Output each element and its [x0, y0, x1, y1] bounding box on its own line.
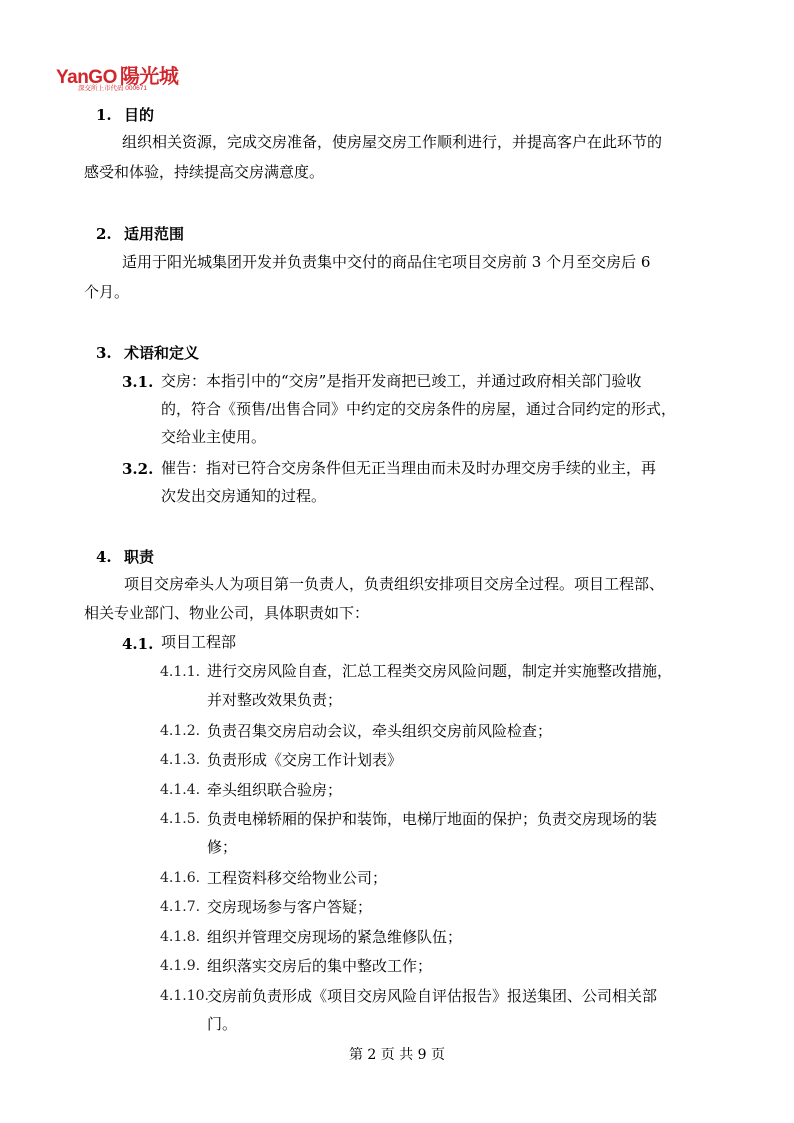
section-1-line-1: 组织相关资源，完成交房准备，使房屋交房工作顺利进行，并提高客户在此环节的: [122, 133, 663, 151]
item-4-1-10-line-2: 门。: [207, 1015, 238, 1033]
item-4-1-2-line-1: 负责召集交房启动会议，牵头组织交房前风险检查；: [207, 722, 553, 740]
item-number-4-1-5: 4.1.5.: [160, 811, 201, 827]
item-4-1-5-line-2: 修；: [207, 838, 238, 856]
item-3-2-line-2: 次发出交房通知的过程。: [161, 487, 327, 505]
item-3-1-line-1: 交房：本指引中的“交房”是指开发商把已竣工，并通过政府相关部门验收: [161, 372, 642, 390]
item-3-2-line-1: 催告：指对已符合交房条件但无正当理由而未及时办理交房手续的业主，再: [161, 459, 657, 477]
section-2-line-2: 个月。: [84, 283, 130, 301]
item-3-1-line-3: 交给业主使用。: [161, 428, 267, 446]
item-number-4-1-1: 4.1.1.: [160, 664, 201, 680]
item-4-1-8-line-1: 组织并管理交房现场的紧急维修队伍；: [207, 928, 463, 946]
item-4-1-6-line-1: 工程资料移交给物业公司；: [207, 869, 388, 887]
item-number-4-1-7: 4.1.7.: [160, 899, 201, 915]
item-4-1-3-line-1: 负责形成《交房工作计划表》: [207, 751, 403, 769]
item-4-1-4-line-1: 牵头组织联合验房；: [207, 781, 343, 799]
company-logo: [56, 60, 196, 100]
subsection-title-4-1: 项目工程部: [161, 633, 237, 651]
item-number-4-1-9: 4.1.9.: [160, 958, 201, 974]
section-heading-4: 4. 职责: [96, 548, 155, 566]
logo-brand: YanGO 陽光城: [56, 64, 179, 88]
logo-subtitle: 深交所上市代码 000671: [78, 85, 147, 92]
item-number-4-1-2: 4.1.2.: [160, 723, 201, 739]
section-heading-2: 2. 适用范围: [96, 225, 185, 243]
item-number-4-1-4: 4.1.4.: [160, 782, 201, 798]
item-number-4-1-6: 4.1.6.: [160, 870, 201, 886]
item-4-1-1-line-2: 并对整改效果负责；: [207, 691, 343, 709]
item-number-3-1: 3.1.: [122, 373, 154, 391]
item-number-4-1-3: 4.1.3.: [160, 752, 201, 768]
item-number-4-1-8: 4.1.8.: [160, 929, 201, 945]
page-footer: 第 2 页 共 9 页: [348, 1047, 446, 1063]
item-4-1-9-line-1: 组织落实交房后的集中整改工作；: [207, 957, 433, 975]
item-4-1-7-line-1: 交房现场参与客户答疑；: [207, 898, 373, 916]
section-4-line-2: 相关专业部门、物业公司，具体职责如下：: [84, 604, 370, 622]
section-4-line-1: 项目交房牵头人为项目第一负责人，负责组织安排项目交房全过程。项目工程部、: [124, 575, 665, 593]
section-heading-1: 1. 目的: [96, 106, 155, 124]
item-number-3-2: 3.2.: [122, 460, 154, 478]
item-number-4-1-10: 4.1.10.: [160, 988, 209, 1004]
section-heading-3: 3. 术语和定义: [96, 344, 200, 362]
section-1-line-2: 感受和体验，持续提高交房满意度。: [84, 163, 325, 181]
subsection-number-4-1: 4.1.: [122, 635, 154, 653]
item-4-1-1-line-1: 进行交房风险自查，汇总工程类交房风险问题，制定并实施整改措施，: [207, 662, 673, 680]
section-2-line-1: 适用于阳光城集团开发并负责集中交付的商品住宅项目交房前 3 个月至交房后 6: [122, 253, 651, 271]
item-4-1-10-line-1: 交房前负责形成《项目交房风险自评估报告》报送集团、公司相关部: [207, 987, 658, 1005]
item-3-1-line-2: 的，符合《预售/出售合同》中约定的交房条件的房屋，通过合同约定的形式，: [161, 400, 677, 418]
item-4-1-5-line-1: 负责电梯轿厢的保护和装饰，电梯厅地面的保护；负责交房现场的装: [207, 810, 658, 828]
